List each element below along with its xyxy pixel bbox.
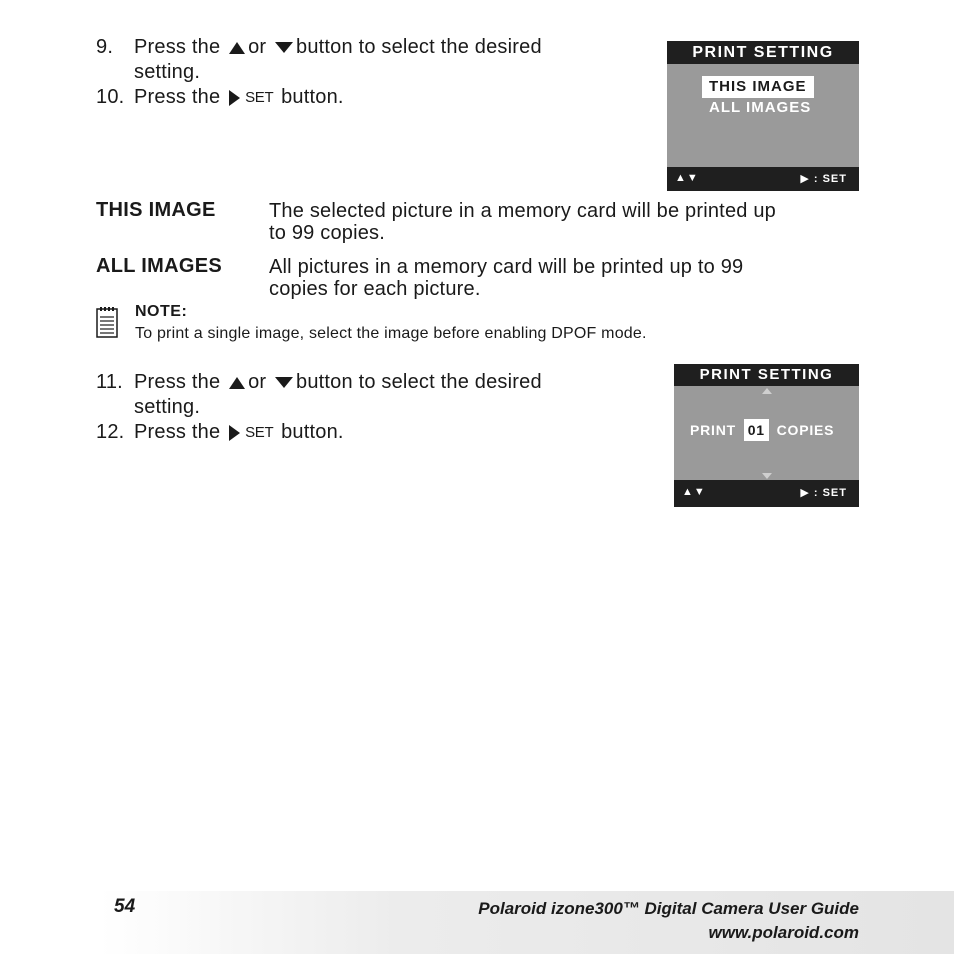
right-arrow-icon (229, 425, 240, 441)
step-number: 11. (96, 371, 123, 393)
website-url: www.polaroid.com (708, 923, 859, 942)
up-arrow-icon (762, 388, 772, 394)
lcd-title: PRINT SETTING (674, 364, 859, 386)
step-9: 9. Press the or button to select the desired setting. (96, 36, 542, 83)
guide-title: Polaroid izone300™ Digital Camera User Guide www.polaroid.com (259, 897, 859, 945)
definition-text: The selected picture in a memory card will be printed up to 99 copies. (269, 200, 776, 244)
step-number: 9. (96, 36, 114, 58)
step-number: 10. (96, 86, 125, 108)
up-down-icon: ▲▼ (675, 172, 699, 184)
set-label: SET (245, 89, 274, 106)
up-down-icon: ▲▼ (682, 486, 706, 498)
lcd-screen-print-setting-mode (667, 41, 859, 191)
step-10: 10. Press the SET button. (96, 86, 344, 108)
down-arrow-icon (762, 473, 772, 479)
copies-value: 01 (744, 419, 769, 441)
right-arrow-icon (229, 90, 240, 106)
lcd-screen-print-copies (674, 364, 859, 507)
notepad-icon (95, 306, 121, 340)
definition-term: THIS IMAGE (96, 199, 216, 221)
copies-row (690, 419, 834, 441)
definition-text: All pictures in a memory card will be printed up to 99 copies for each picture. (269, 256, 744, 300)
up-arrow-icon (229, 377, 245, 389)
page-number: 54 (114, 896, 136, 917)
step-12: 12. Press the SET button. (96, 421, 344, 443)
up-arrow-icon (229, 42, 245, 54)
note-text: To print a single image, select the image before enabling DPOF mode. (135, 325, 647, 342)
right-arrow-icon: ▶ (800, 173, 810, 185)
down-arrow-icon (275, 377, 293, 388)
note-label: NOTE: (135, 303, 188, 320)
lcd-footer: ▲▼ ▶ : SET (667, 167, 859, 191)
copies-label: COPIES (776, 422, 835, 438)
down-arrow-icon (275, 42, 293, 53)
step-11: 11. Press the or button to select the desired setting. (96, 371, 542, 418)
lcd-footer: ▲▼ ▶ : SET (674, 480, 859, 507)
definition-term: ALL IMAGES (96, 255, 222, 277)
print-label: PRINT (690, 422, 736, 438)
step-number: 12. (96, 421, 125, 443)
lcd-title: PRINT SETTING (667, 41, 859, 64)
right-arrow-icon: ▶ (800, 487, 810, 499)
lcd-option-selected: THIS IMAGE (702, 76, 814, 98)
set-label: SET (245, 424, 274, 441)
lcd-option: ALL IMAGES (709, 99, 812, 116)
